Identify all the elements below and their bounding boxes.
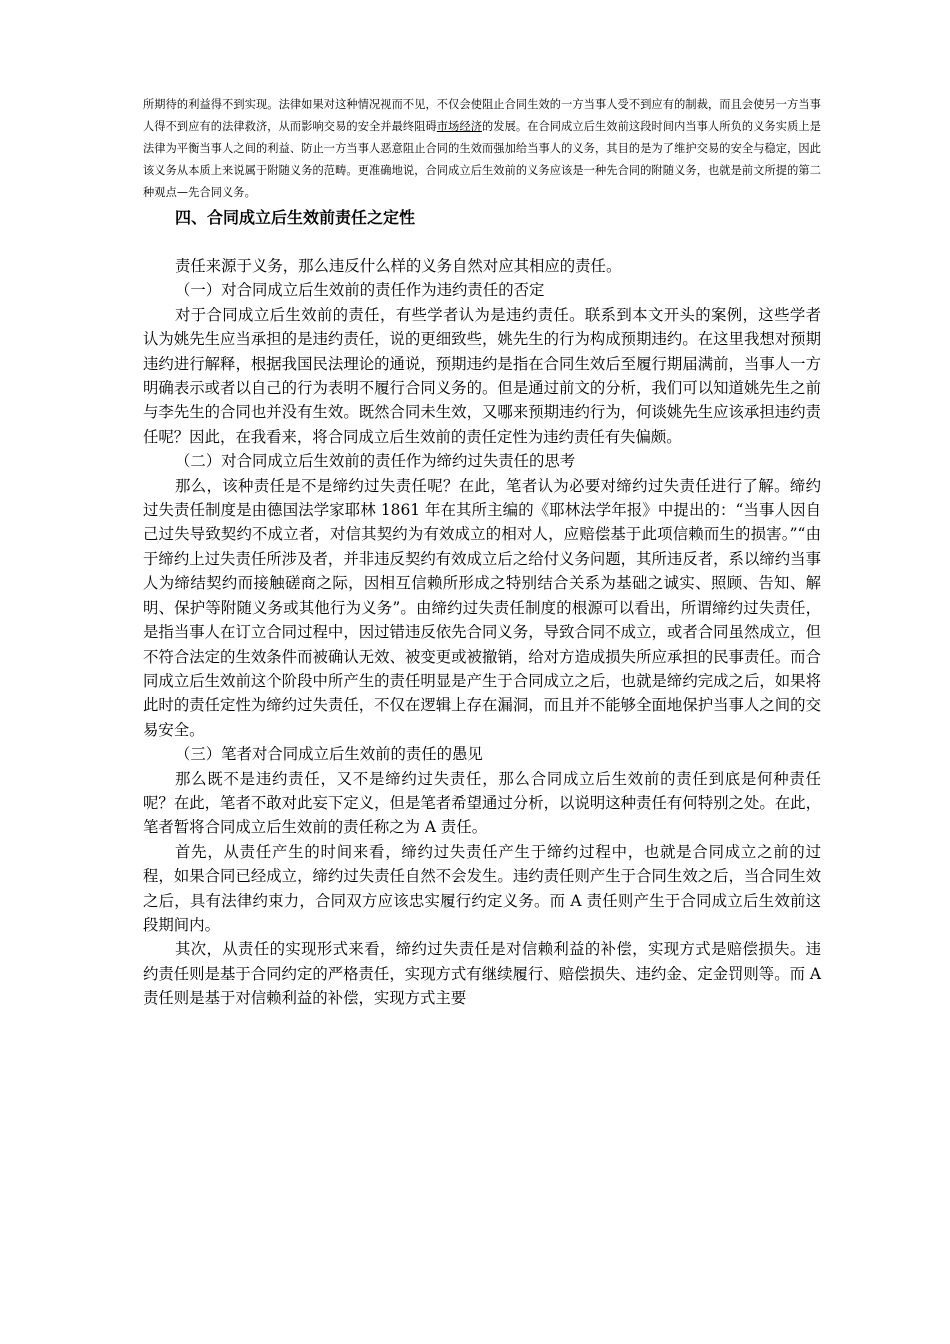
subheading-author-opinion: （三）笔者对合同成立后生效前的责任的愚见	[175, 745, 483, 764]
intro-paragraph	[143, 94, 821, 204]
paragraph-anticipatory-breach: 对于合同成立后生效前的责任，有些学者认为是违约责任。联系到本文开头的案例，这些学者认为姚先生应当承担的是违约责任，说的更细致些，姚先生的行为构成预期违约。在这里我想对预期违约进行解释，根据我国民法理论的通说，预期违约是指在合同生效后至履行期届满前，当事人一方明确表示或者以自己的行为表明不履行合同义务的。但是通过前文的分析，我们可以知道姚先生之前与李先生的合同也并没有生效。既然合同未生效，又哪来预期违约行为，何谈姚先生应该承担违约责任呢？因此，在我看来，将合同成立后生效前的责任定性为违约责任有失偏颇。	[143, 305, 821, 446]
paragraph-timing: 首先，从责任产生的时间来看，缔约过失责任产生于缔约过程中，也就是合同成立之前的过程，如果合同已经成立，缔约过失责任自然不会发生。违约责任则产生于合同生效之后，当合同生效之后，具有法律约束力，合同双方应该忠实履行约定义务。而 A 责任则产生于合同成立后生效前这段期间内。	[143, 842, 821, 934]
subheading-culpa-in-contrahendo: （二）对合同成立后生效前的责任作为缔约过失责任的思考	[175, 452, 576, 471]
spacer	[143, 230, 821, 254]
paragraph-culpa-in-contrahendo: 那么，该种责任是不是缔约过失责任呢？在此，笔者认为必要对缔约过失责任进行了解。缔约过失责任制度是由德国法学家耶林 1861 年在其所主编的《耶林法学年报》中提出的：“当事人因自己过失导致契约不成立者，对信其契约为有效成立的相对人，应赔偿基于此项信赖而生的损害。”“由于缔约上过失责任所涉及者，并非违反契约有效成立后之给付义务问题，其所违反者，系以缔约当事人为缔结契约而接触磋商之际，因相互信赖所形成之特别结合关系为基础之诚实、照顾、告知、解明、保护等附随义务或其他行为义务”。由缔约过失责任制度的根源可以看出，所谓缔约过失责任，是指当事人在订立合同过程中，因过错违反依先合同义务，导致合同不成立，或者合同虽然成立，但不符合法定的生效条件而被确认无效、被变更或被撤销，给对方造成损失所应承担的民事责任。而合同成立后生效前这个阶段中所产生的责任明显是产生于合同成立之后，也就是缔约完成之后，如果将此时的责任定性为缔约过失责任，不仅在逻辑上存在漏洞，而且并不能够全面地保护当事人之间的交易安全。	[143, 476, 821, 739]
intro-text-after-link: 的发展。在合同成立后生效前这段时间内当事人所负的义务实质上是法律为平衡当事人之间的利益、防止一方当事人恶意阻止合同的生效而强加给当事人的义务，其目的是为了维护交易的安全与稳定，因此该义务从本质上来说属于附随义务的范畴。更准确地说，合同成立后生效前的义务应该是一种先合同的附随义务，也就是前文所提的第二种观点—先合同义务。	[143, 120, 821, 199]
intro-text-before-link: 所期待的利益得不到实现。法律如果对这种情况视而不见，不仅会使阻止合同生效的一方当事人受不到应有的制裁，而且会使另一方当事人得不到应有的法律救济，从而影响交易的安全并最终阻碍	[143, 98, 821, 133]
paragraph-remedy-form: 其次，从责任的实现形式来看，缔约过失责任是对信赖利益的补偿，实现方式是赔偿损失。违约责任则是基于合同约定的严格责任，实现方式有继续履行、赔偿损失、违约金、定金罚则等。而 A 责任则是基于对信赖利益的补偿，实现方式主要	[143, 940, 821, 1008]
section-heading: 四、合同成立后生效前责任之定性	[175, 208, 416, 227]
market-economy-link[interactable]: 市场经济	[436, 120, 482, 133]
paragraph-a-liability: 那么既不是违约责任，又不是缔约过失责任，那么合同成立后生效前的责任到底是何种责任呢？在此，笔者不敢对此妄下定义，但是笔者希望通过分析，以说明这种责任有何特别之处。在此，笔者暂将合同成立后生效前的责任称之为 A 责任。	[143, 769, 821, 837]
subheading-breach-negation: （一）对合同成立后生效前的责任作为违约责任的否定	[175, 281, 545, 300]
document-page	[143, 94, 821, 1011]
paragraph-obligation-intro: 责任来源于义务，那么违反什么样的义务自然对应其相应的责任。	[175, 257, 622, 275]
